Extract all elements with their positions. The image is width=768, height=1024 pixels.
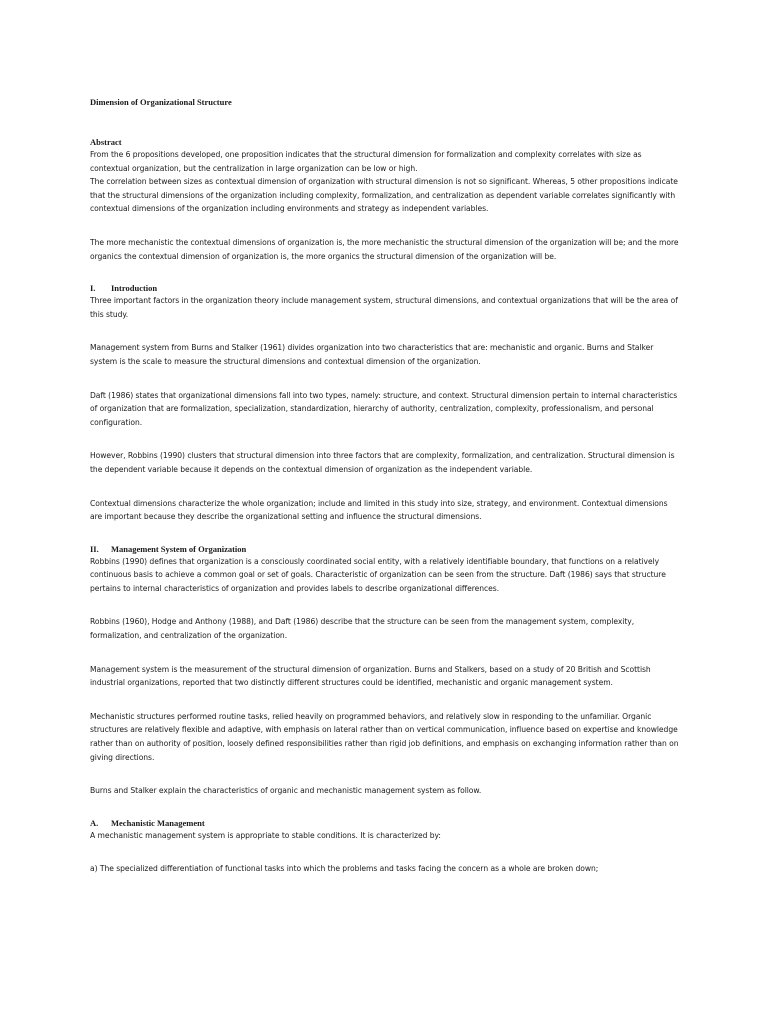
mechanistic-list-item-a: a) The specialized differentiation of functional tasks into which the problems and tasks facing the concern as a whole are broken down; [90,864,599,874]
management-paragraph-5: Burns and Stalker explain the characteristics of organic and mechanistic management system as follow. [90,786,482,796]
abstract-paragraph-1: From the 6 propositions developed, one proposition indicates that the structural dimension for formalization and complexity correlates with size as contextual organization, but the centralization in large organization can be low or high. [90,150,642,173]
section-heading-introduction [90,283,680,294]
abstract-paragraph-3: The more mechanistic the contextual dimensions of organization is, the more mechanistic the structural dimension of the organization will be; and the more organics the contextual dimension of organization is, the more organics the structural dimension of the organization will be. [90,237,679,261]
management-paragraph-4: Mechanistic structures performed routine tasks, relied heavily on programmed behaviors, and relatively slow in responding to the unfamiliar. Organic structures are relatively flexible and adaptive, with emphasis on lateral rather than on vertical communication, influence based on expertise and knowledge rather than on authority of position, loosely defined responsibilities rather than rigid job definitions, and emphasis on exchanging information rather than on giving directions. [90,711,679,762]
abstract-paragraph-2: The correlation between sizes as contextual dimension of organization with structural dimension is not so significant. Whereas, 5 other propositions indicate that the structural dimensions of the organization including complexity, formalization, and centralization as dependent variable correlates significantly with contextual dimensions of the organization including environments and strategy as independent variables. [90,177,678,214]
management-paragraph-3: Management system is the measurement of the structural dimension of organization. Burns and Stalkers, based on a study of 20 British and Scottish industrial organizations, reported that two distinctly different structures could be identified, mechanistic and organic management system. [90,664,651,688]
document-title: Dimension of Organizational Structure [90,97,232,107]
section-title: Introduction [111,283,158,294]
intro-paragraph-4: However, Robbins (1990) clusters that structural dimension into three factors that are complexity, formalization, and centralization. Structural dimension is the dependent variable because it depends on the contextual dimension of organization as the independent variable. [90,451,675,474]
section-title: Mechanistic Management [111,817,205,828]
intro-paragraph-2: Management system from Burns and Stalker (1961) divides organization into two characteristics that are: mechanistic and organic. Burns and Stalker system is the scale to measure the structural dimensions and contextual dimension of the organization. [90,343,654,366]
abstract-heading: Abstract [90,137,122,147]
management-paragraph-1: Robbins (1990) defines that organization is a consciously coordinated social entity, with a relatively identifiable boundary, that functions on a relatively continuous basis to achieve a common goal or set of goals. Characteristic of organization can be seen from the structure. Daft (1986) says that structure pertains to internal characteristics of organization and provides labels to describe organizational differences. [90,556,666,593]
section-heading-mechanistic [90,818,680,829]
section-number: II. [90,543,99,554]
intro-paragraph-5: Contextual dimensions characterize the whole organization; include and limited in this study into size, strategy, and environment. Contextual dimensions are important because they describe the organizational setting and influence the structural dimensions. [90,498,668,522]
intro-paragraph-1: Three important factors in the organization theory include management system, structural dimensions, and contextual organizations that will be the area of this study. [90,296,678,319]
section-title: Management System of Organization [111,543,247,554]
section-heading-management-system [90,544,680,555]
management-paragraph-2: Robbins (1960), Hodge and Anthony (1988), and Daft (1986) describe that the structure can be seen from the management system, complexity, formalization, and centralization of the organization. [90,617,635,641]
section-number: A. [90,817,99,828]
intro-paragraph-3: Daft (1986) states that organizational dimensions fall into two types, namely: structure, and context. Structural dimension pertain to internal characteristics of organization that are formalization, specialization, standardization, hierarchy of authority, centralization, complexity, professionalism, and personal configuration. [90,390,678,427]
document-body [90,96,680,896]
mechanistic-paragraph-1: A mechanistic management system is appropriate to stable conditions. It is characterized by: [90,830,441,840]
section-number: I. [90,283,96,294]
